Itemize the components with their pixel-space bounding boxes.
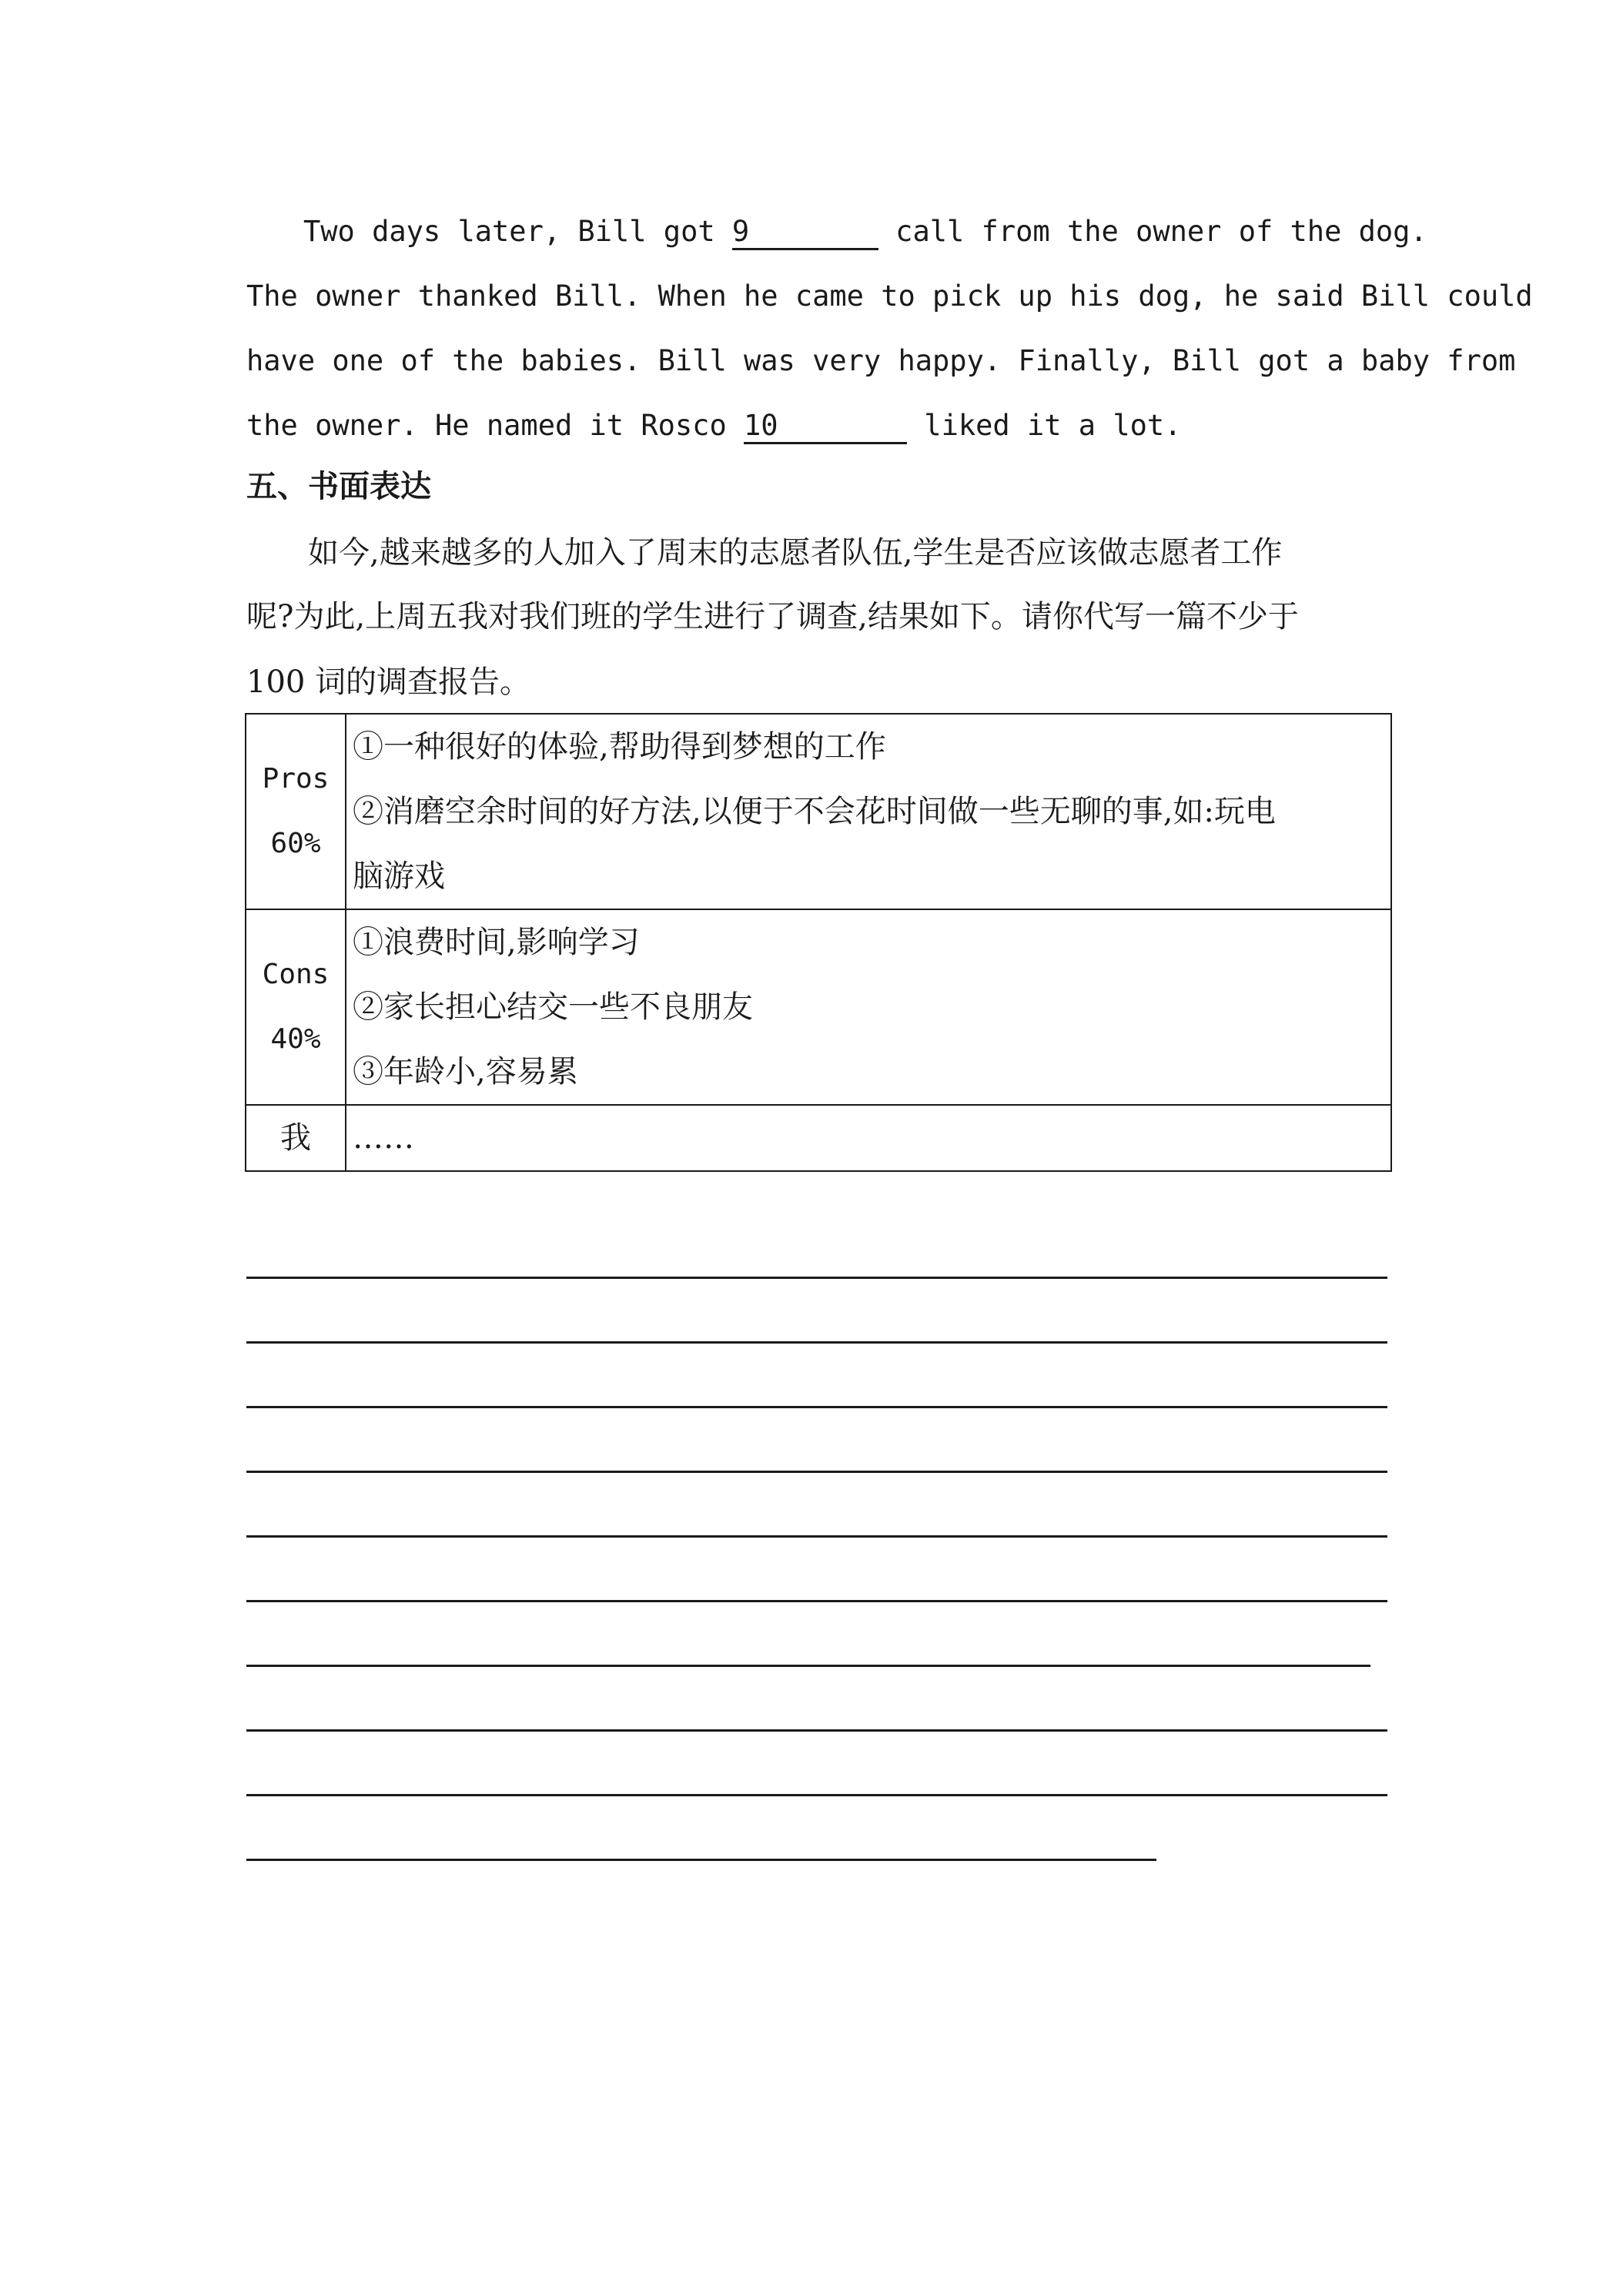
cons-label-cell (246, 909, 346, 1105)
cons-point-3: ③年龄小,容易累 (353, 1054, 578, 1089)
cons-content-cell (346, 909, 1391, 1105)
pros-label: Pros (262, 763, 330, 795)
survey-table (245, 713, 1392, 1172)
me-content[interactable]: …… (346, 1105, 1391, 1171)
cons-percent: 40% (270, 1023, 321, 1055)
section-heading: 五、书面表达 (246, 469, 431, 504)
blank-10[interactable] (744, 410, 907, 444)
pros-label-cell (246, 714, 346, 909)
pros-point-2: ②消磨空余时间的好方法,以便于不会花时间做一些无聊的事,如:玩电 (353, 794, 1276, 829)
pros-point-2-continued: 脑游戏 (353, 858, 445, 894)
passage-line-3: have one of the babies. Bill was very happy. Finally, Bill got a baby from (246, 344, 1516, 377)
table-row-me (246, 1105, 1391, 1171)
passage-line-4-after: liked it a lot. (907, 409, 1182, 442)
blank-9[interactable] (732, 216, 878, 250)
writing-line-1[interactable] (246, 1277, 1387, 1279)
passage-line-2: The owner thanked Bill. When he came to pick up his dog, he said Bill could (246, 279, 1533, 313)
pros-percent: 60% (270, 828, 321, 859)
pros-content-cell (346, 714, 1391, 909)
passage-line-1-after: call from the owner of the dog. (878, 215, 1427, 248)
passage-line-1 (246, 213, 1427, 251)
writing-line-5[interactable] (246, 1535, 1387, 1538)
prompt-line-1: 如今,越来越多的人加入了周末的志愿者队伍,学生是否应该做志愿者工作 (246, 535, 1283, 571)
writing-line-4[interactable] (246, 1471, 1387, 1473)
table-row-cons (246, 909, 1391, 1105)
table-row-pros (246, 714, 1391, 909)
cons-label: Cons (262, 959, 330, 990)
cons-point-2: ②家长担心结交一些不良朋友 (353, 989, 753, 1025)
prompt-line-2: 呢?为此,上周五我对我们班的学生进行了调查,结果如下。请你代写一篇不少于 (246, 599, 1299, 634)
cons-point-1: ①浪费时间,影响学习 (353, 925, 640, 960)
blank-9-number: 9 (731, 215, 750, 248)
writing-line-10[interactable] (246, 1859, 1156, 1861)
writing-line-7[interactable] (246, 1665, 1370, 1667)
writing-line-9[interactable] (246, 1794, 1387, 1796)
passage-line-4 (246, 407, 1390, 445)
pros-point-1: ①一种很好的体验,帮助得到梦想的工作 (353, 729, 886, 765)
passage-line-4-before: the owner. He named it Rosco (246, 409, 745, 442)
blank-10-number: 10 (744, 409, 778, 442)
passage-line-1-before: Two days later, Bill got (303, 215, 732, 248)
writing-line-8[interactable] (246, 1729, 1387, 1732)
writing-line-6[interactable] (246, 1600, 1387, 1602)
me-label: 我 (246, 1105, 346, 1171)
writing-line-2[interactable] (246, 1341, 1387, 1344)
writing-line-3[interactable] (246, 1406, 1387, 1408)
prompt-line-3: 100 词的调查报告。 (246, 664, 531, 700)
